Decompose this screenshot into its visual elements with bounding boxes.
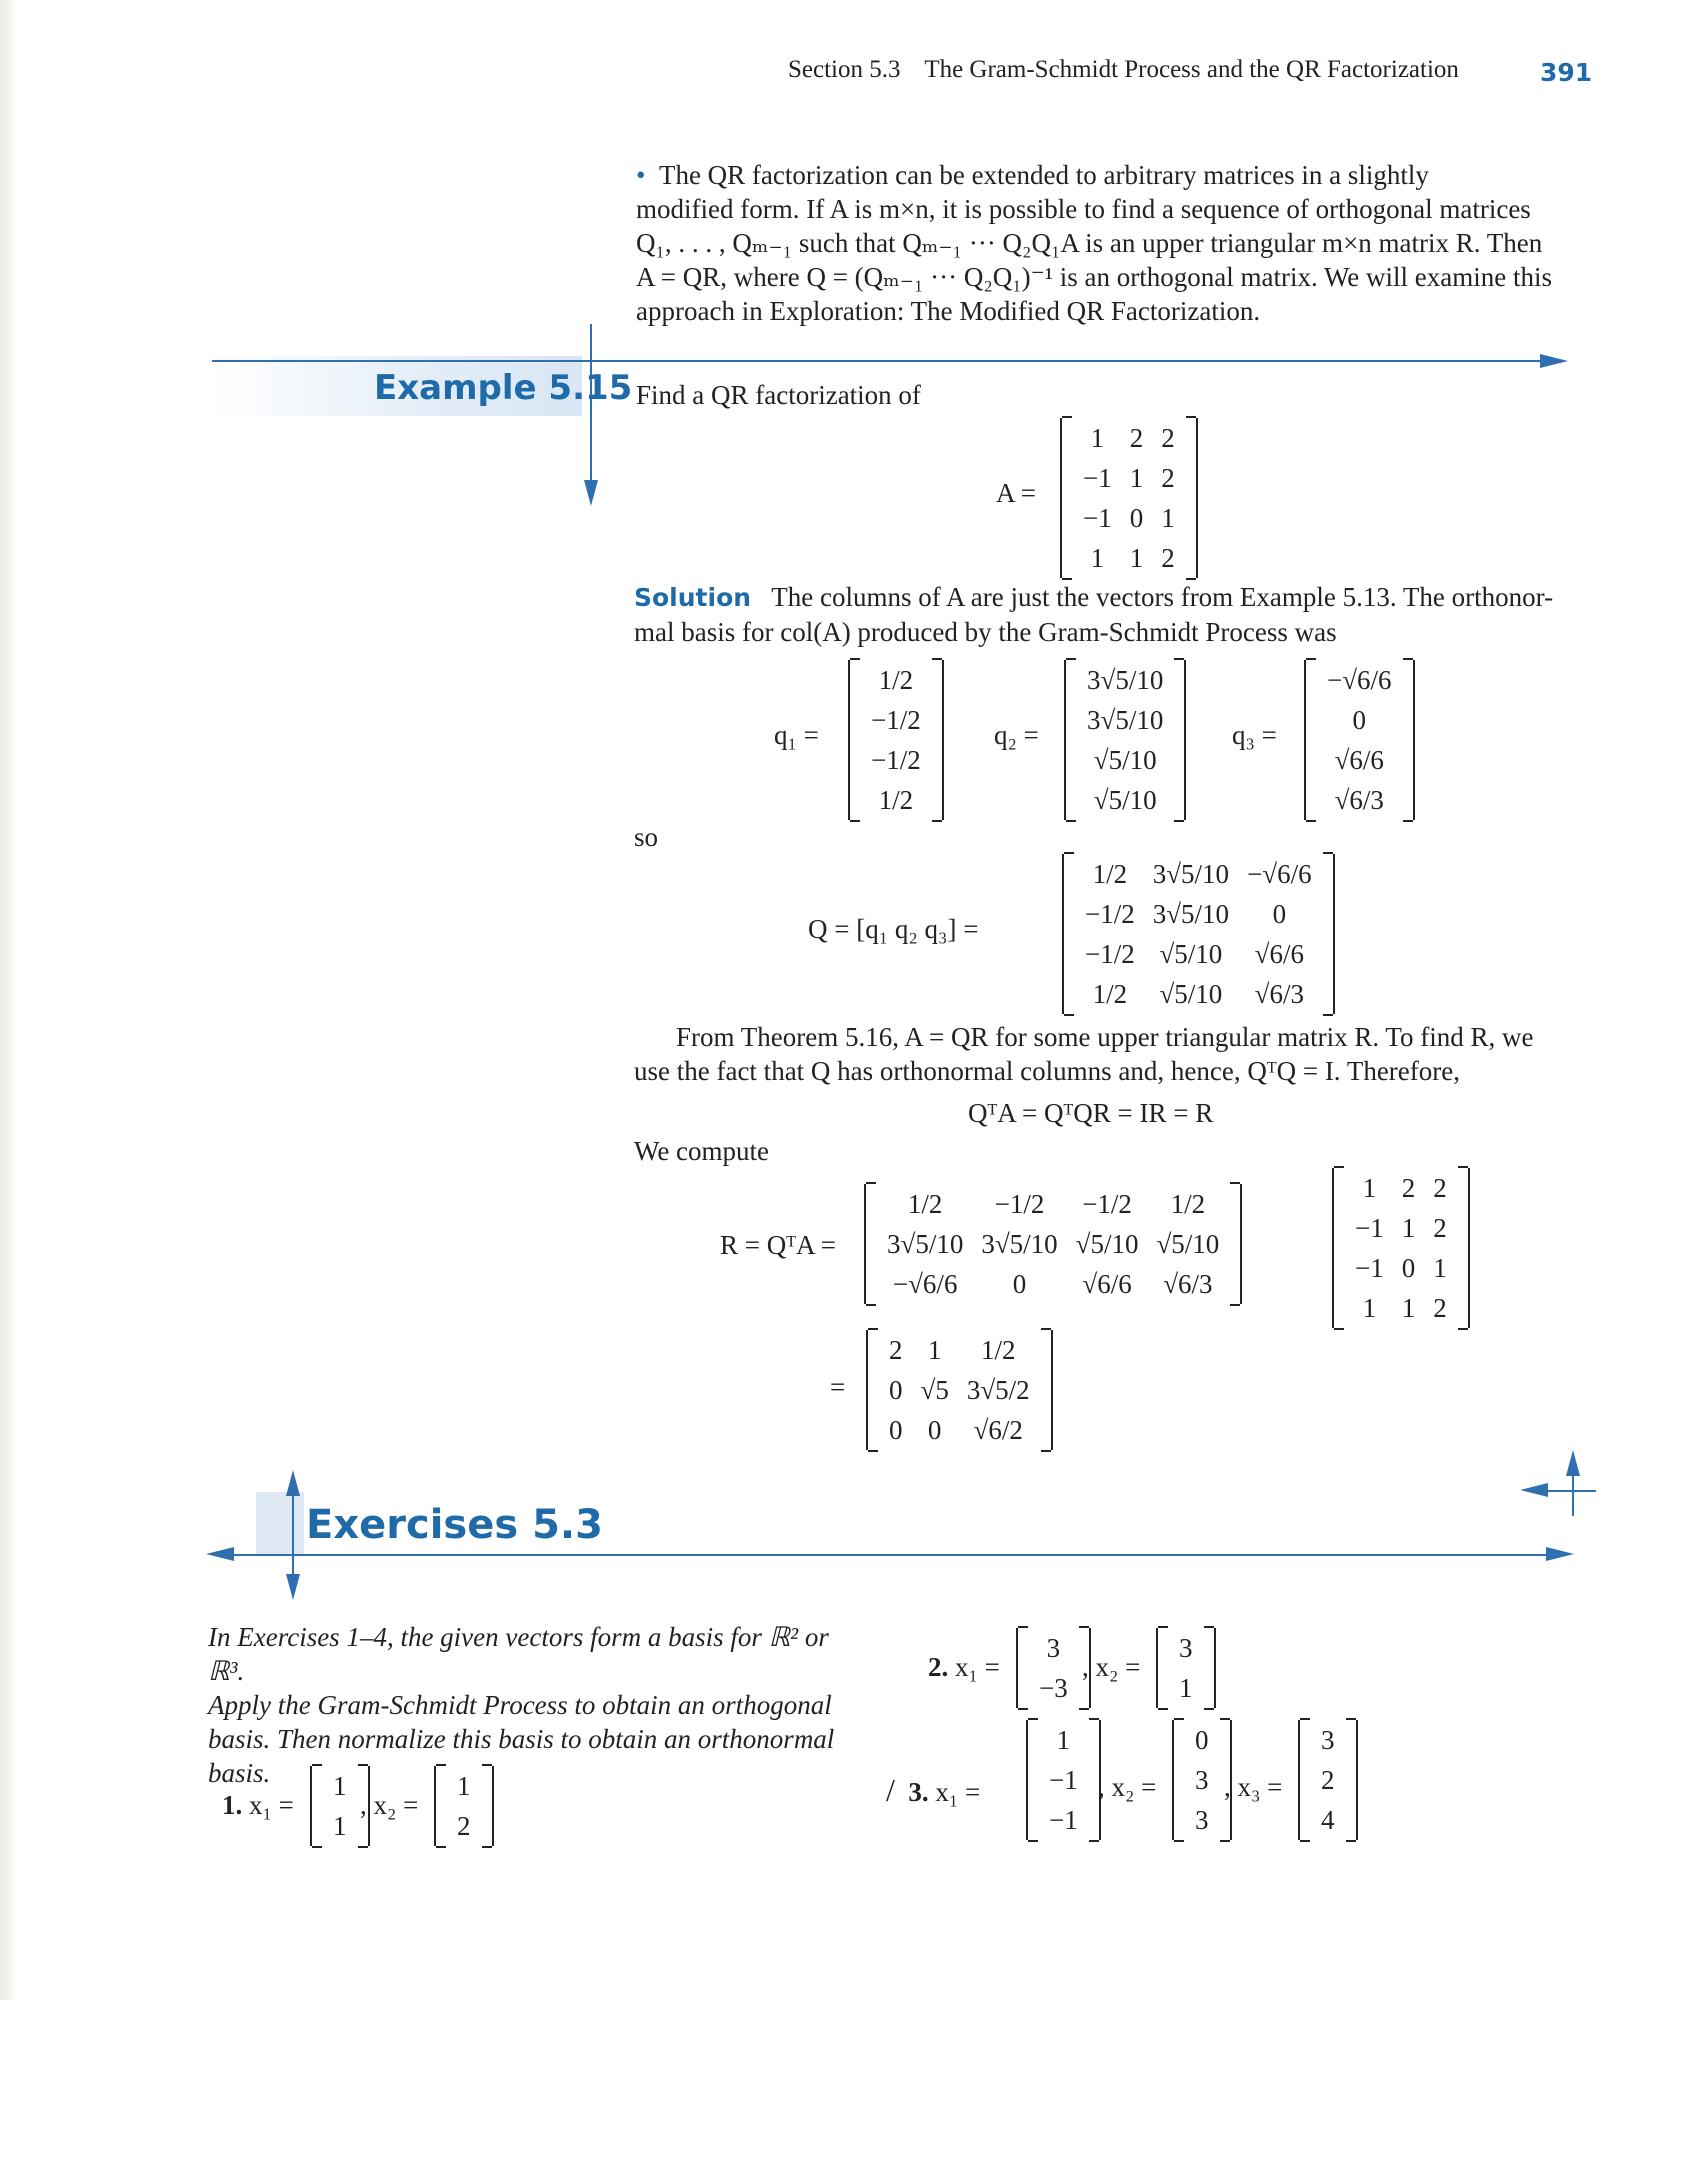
matrix-entry: 3 (1179, 1632, 1193, 1663)
solution-label: Solution (634, 583, 752, 612)
matrix-entry: 1/2 (878, 784, 914, 815)
matrix-row (880, 1410, 1039, 1450)
identity-equation: QᵀA = QᵀQR = IR = R (968, 1098, 1214, 1128)
exercises-title: Exercises 5.3 (306, 1502, 603, 1548)
matrix-entry: 1 (1179, 1672, 1193, 1703)
matrix-entry: 1 (1129, 462, 1144, 493)
bullet-text-1: The QR factorization can be extended to arbitrary matrices in a slightly (658, 160, 1429, 190)
matrix-grid (1040, 1720, 1087, 1840)
matrix-R (866, 1330, 1053, 1450)
matrix-entry: −1/2 (871, 704, 921, 735)
exercises-arrow-right-icon (1546, 1547, 1574, 1561)
vector-q2 (1064, 660, 1186, 820)
matrix-row (862, 700, 930, 740)
matrix-entry: 1/2 (907, 1188, 943, 1219)
matrix-entry: 3√5/10 (1152, 858, 1230, 889)
matrix-row (880, 1330, 1039, 1370)
matrix-entry: 0 (1272, 898, 1287, 929)
bullet-line-3: Q₁, . . . , Qₘ₋₁ such that Qₘ₋₁ ··· Q₂Q₁A is an upper triangular m×n matrix R. Then (636, 228, 1543, 258)
matrix-row (1318, 700, 1401, 740)
solution-paragraph (634, 580, 1594, 649)
matrix-entry: −1 (1083, 502, 1112, 533)
matrix-entry: −1 (1049, 1804, 1078, 1835)
exercise-1 (222, 1790, 294, 1821)
matrix-row (1170, 1628, 1202, 1668)
matrix-row (1030, 1668, 1077, 1708)
solution-line-1: The columns of A are just the vectors from Example 5.13. The orthonor- (771, 582, 1554, 612)
matrix-entry: 2 (1433, 1172, 1447, 1203)
matrix-row (1346, 1208, 1456, 1248)
matrix-grid (324, 1766, 356, 1846)
matrix-row (1318, 740, 1401, 780)
page-number: 391 (1540, 58, 1593, 87)
matrix-row (1186, 1800, 1218, 1840)
bullet-line-1 (636, 158, 1586, 192)
matrix-grid (1076, 854, 1321, 1014)
theorem-paragraph (634, 1020, 1594, 1088)
exercise-2-number: 2. (928, 1652, 949, 1682)
end-marker-horizontal (1546, 1490, 1596, 1492)
matrix-entry: −√6/6 (1247, 858, 1312, 889)
exercise-2-x1 (1016, 1628, 1091, 1708)
solution-line-2: mal basis for col(A) produced by the Gram-Schmidt Process was (634, 617, 1337, 647)
matrix-entry: √5 (920, 1374, 949, 1405)
matrix-row (1312, 1800, 1344, 1840)
arrow-down-icon (584, 480, 598, 506)
matrix-entry: √6/3 (1334, 784, 1384, 815)
matrix-entry: 0 (1352, 704, 1367, 735)
matrix-grid (1030, 1628, 1077, 1708)
exercise-3-number: 3. (908, 1777, 929, 1807)
matrix-entry: 0 (889, 1374, 903, 1405)
matrix-entry: −1 (1049, 1764, 1078, 1795)
matrix-entry: 0 (1401, 1252, 1416, 1283)
matrix-entry: √6/6 (1334, 744, 1384, 775)
matrix-Q (1062, 854, 1335, 1014)
bullet-line-5: approach in Exploration: The Modified QR Factorization. (636, 296, 1261, 326)
matrix-entry: 4 (1321, 1804, 1335, 1835)
matrix-row (1186, 1720, 1218, 1760)
exercises-arrow-left-icon (206, 1547, 234, 1561)
matrix-grid (1170, 1628, 1202, 1708)
matrix-entry: 1 (1362, 1292, 1377, 1323)
matrix-entry: 2 (1433, 1292, 1447, 1323)
exercise-3-x2 (1172, 1720, 1232, 1840)
vector-q1 (848, 660, 944, 820)
matrix-entry: 3 (1195, 1764, 1209, 1795)
matrix-entry: 2 (1161, 422, 1175, 453)
Q-label: Q = [q₁ q₂ q₃] = (808, 914, 979, 944)
matrix-grid (878, 1184, 1228, 1304)
matrix-entry: −1 (1083, 462, 1112, 493)
arrow-left-icon (1520, 1483, 1548, 1497)
matrix-entry: 1 (1433, 1252, 1447, 1283)
matrix-entry: √5/10 (1093, 744, 1157, 775)
matrix-entry: √5/10 (1093, 784, 1157, 815)
running-header (788, 56, 1459, 84)
intro-line-2: Apply the Gram-Schmidt Process to obtain an orthogonal (208, 1690, 832, 1720)
intro-line-1: In Exercises 1–4, the given vectors form a basis for ℝ² or ℝ³. (208, 1622, 829, 1686)
matrix-entry: −1/2 (1085, 898, 1135, 929)
matrix-row (324, 1806, 356, 1846)
matrix-row (1076, 894, 1321, 934)
matrix-row (878, 1184, 1228, 1224)
matrix-row (1078, 740, 1172, 780)
matrix-entry: 1/2 (878, 664, 914, 695)
matrix-entry: 1 (1129, 542, 1144, 573)
matrix-row (1318, 780, 1401, 820)
matrix-row (448, 1766, 480, 1806)
matrix-row (1318, 660, 1401, 700)
matrix-entry: √5/10 (1159, 978, 1223, 1009)
exercise-1-x1-label: x₁ = (249, 1790, 294, 1820)
matrix-entry: 2 (457, 1810, 471, 1841)
matrix-row (1030, 1628, 1077, 1668)
exercise-3 (886, 1772, 980, 1809)
example-label: Example 5.15 (374, 368, 633, 408)
matrix-grid (1346, 1168, 1456, 1328)
vector-q3 (1304, 660, 1415, 820)
matrix-entry: 3√5/10 (1087, 664, 1164, 695)
matrix-row (862, 660, 930, 700)
matrix-entry: 2 (1321, 1764, 1335, 1795)
matrix-grid (1312, 1720, 1344, 1840)
matrix-entry: √5/10 (1156, 1228, 1220, 1259)
matrix-row (1040, 1720, 1087, 1760)
example-top-rule (212, 360, 1542, 362)
matrix-entry: −1/2 (994, 1188, 1045, 1219)
matrix-entry: 3 (1321, 1724, 1335, 1755)
matrix-row (324, 1766, 356, 1806)
exercises-arrow-up-icon (286, 1470, 300, 1496)
matrix-row (448, 1806, 480, 1846)
matrix-entry: 3√5/10 (1087, 704, 1164, 735)
matrix-entry: 2 (1129, 422, 1144, 453)
matrix-entry: 1 (1090, 422, 1105, 453)
matrix-entry: 1 (1056, 1724, 1071, 1755)
matrix-A (1060, 418, 1198, 578)
matrix-row (1170, 1668, 1202, 1708)
theorem-line-1: From Theorem 5.16, A = QR for some upper triangular matrix R. To find R, we (676, 1022, 1534, 1052)
header-section: Section 5.3 (788, 56, 901, 83)
matrix-entry: 1 (1401, 1292, 1416, 1323)
matrix-entry: √5/10 (1159, 938, 1223, 969)
matrix-entry: −3 (1039, 1672, 1068, 1703)
intro-line-3: basis. Then normalize this basis to obtain an orthonormal (208, 1724, 835, 1754)
matrix-row (1076, 974, 1321, 1014)
matrix-A-repeat (1332, 1168, 1470, 1328)
exercise-3-x3 (1298, 1720, 1358, 1840)
matrix-entry: √6/2 (973, 1414, 1023, 1445)
page-edge-shadow (0, 0, 18, 2000)
intro-line-4: basis. (208, 1758, 271, 1788)
matrix-entry: 3 (1046, 1632, 1061, 1663)
matrix-row (1078, 660, 1172, 700)
matrix-entry: −1 (1355, 1252, 1384, 1283)
so-text: so (634, 822, 659, 852)
matrix-grid (880, 1330, 1039, 1450)
exercise-2-x2 (1156, 1628, 1216, 1708)
exercise-2-x2-label: , x₂ = (1082, 1652, 1141, 1682)
exercises-arrow-down-icon (286, 1574, 300, 1600)
matrix-row (1040, 1760, 1087, 1800)
matrix-entry: 2 (1161, 542, 1175, 573)
matrix-entry: 2 (889, 1334, 903, 1365)
matrix-entry: √6/6 (1254, 938, 1304, 969)
bullet-paragraph (636, 158, 1586, 328)
matrix-entry: √6/3 (1254, 978, 1304, 1009)
matrix-entry: 2 (1433, 1212, 1447, 1243)
matrix-entry: 1 (333, 1770, 347, 1801)
matrix-row (1076, 854, 1321, 894)
matrix-entry: 1/2 (1170, 1188, 1206, 1219)
matrix-row (1074, 458, 1184, 498)
exercise-3-x2-label: , x₂ = (1098, 1772, 1157, 1802)
matrix-row (1076, 934, 1321, 974)
matrix-grid (862, 660, 930, 820)
matrix-grid (1074, 418, 1184, 578)
matrix-row (1346, 1288, 1456, 1328)
matrix-entry: −1 (1355, 1212, 1384, 1243)
exercise-3-x1 (1026, 1720, 1101, 1840)
matrix-row (862, 740, 930, 780)
matrix-entry: √6/6 (1082, 1268, 1132, 1299)
matrix-entry: −√6/6 (1327, 664, 1392, 695)
exercise-2-x1-label: x₁ = (955, 1652, 1000, 1682)
matrix-entry: 0 (1129, 502, 1144, 533)
matrix-row (1312, 1720, 1344, 1760)
matrix-entry: 0 (1012, 1268, 1027, 1299)
matrix-row (878, 1264, 1228, 1304)
exercises-vertical-rule (292, 1494, 294, 1580)
exercise-2 (928, 1652, 1000, 1683)
end-marker-vertical (1572, 1472, 1574, 1516)
matrix-row (1078, 780, 1172, 820)
matrix-row (1074, 498, 1184, 538)
matrix-row (878, 1224, 1228, 1264)
header-title: The Gram-Schmidt Process and the QR Factorization (924, 56, 1459, 83)
exercises-rule (232, 1554, 1546, 1556)
exercise-1-x2-label: , x₂ = (360, 1790, 419, 1820)
matrix-entry: 3 (1195, 1804, 1209, 1835)
matrix-entry: 0 (1195, 1724, 1209, 1755)
matrix-entry: 1 (1362, 1172, 1377, 1203)
matrix-entry: 0 (927, 1414, 942, 1445)
matrix-entry: 1 (1090, 542, 1105, 573)
matrix-entry: 3√5/2 (966, 1374, 1030, 1405)
exercises-intro (208, 1620, 848, 1790)
matrix-row (862, 780, 930, 820)
matrix-entry: 1 (1401, 1212, 1416, 1243)
matrix-row (1346, 1248, 1456, 1288)
matrix-QT (864, 1184, 1242, 1304)
matrix-row (1078, 700, 1172, 740)
check-mark-icon: / (886, 1772, 895, 1808)
matrix-entry: 1 (333, 1810, 347, 1841)
matrix-entry: 2 (1401, 1172, 1416, 1203)
matrix-entry: √6/3 (1163, 1268, 1213, 1299)
matrix-grid (1078, 660, 1172, 820)
R-label: R = QᵀA = (720, 1230, 837, 1260)
q3-label: q₃ = (1232, 720, 1277, 750)
matrix-A-label: A = (996, 478, 1036, 508)
bullet-line-2: modified form. If A is m×n, it is possible to find a sequence of orthogonal matrices (636, 194, 1531, 224)
matrix-row (1186, 1760, 1218, 1800)
theorem-line-2: use the fact that Q has orthonormal columns and, hence, QᵀQ = I. Therefore, (634, 1056, 1460, 1086)
matrix-entry: 2 (1161, 462, 1175, 493)
matrix-entry: 0 (889, 1414, 903, 1445)
example-prompt: Find a QR factorization of (636, 380, 921, 410)
bullet-dot-icon: • (636, 160, 659, 190)
matrix-entry: 1/2 (1092, 978, 1128, 1009)
q2-label: q₂ = (994, 720, 1039, 750)
matrix-entry: −√6/6 (892, 1268, 958, 1299)
matrix-entry: 3√5/10 (981, 1228, 1058, 1259)
bullet-line-4: A = QR, where Q = (Qₘ₋₁ ··· Q₂Q₁)⁻¹ is an orthogonal matrix. We will examine this (636, 262, 1553, 292)
matrix-grid (448, 1766, 480, 1846)
we-compute-text: We compute (634, 1136, 770, 1166)
exercise-3-x3-label: , x₃ = (1224, 1772, 1283, 1802)
matrix-entry: √5/10 (1075, 1228, 1139, 1259)
arrow-right-icon (1540, 354, 1568, 368)
equals-sign: = (830, 1372, 846, 1402)
matrix-row (1074, 538, 1184, 578)
matrix-entry: 1 (927, 1334, 942, 1365)
matrix-entry: 3√5/10 (1152, 898, 1230, 929)
matrix-entry: −1/2 (871, 744, 921, 775)
matrix-row (1346, 1168, 1456, 1208)
exercise-1-x2 (434, 1766, 494, 1846)
matrix-row (1040, 1800, 1087, 1840)
matrix-row (880, 1370, 1039, 1410)
matrix-entry: 1 (1161, 502, 1175, 533)
matrix-entry: 1/2 (980, 1334, 1016, 1365)
matrix-row (1312, 1760, 1344, 1800)
matrix-row (1074, 418, 1184, 458)
matrix-entry: −1/2 (1082, 1188, 1132, 1219)
matrix-grid (1186, 1720, 1218, 1840)
exercise-3-x1-label: x₁ = (935, 1777, 981, 1807)
matrix-entry: 3√5/10 (887, 1228, 964, 1259)
matrix-entry: 1 (457, 1770, 471, 1801)
matrix-grid (1318, 660, 1401, 820)
exercise-1-number: 1. (222, 1790, 243, 1820)
matrix-entry: 1/2 (1092, 858, 1128, 889)
q1-label: q₁ = (774, 720, 819, 750)
matrix-entry: −1/2 (1085, 938, 1135, 969)
exercises-label-band (256, 1492, 304, 1554)
